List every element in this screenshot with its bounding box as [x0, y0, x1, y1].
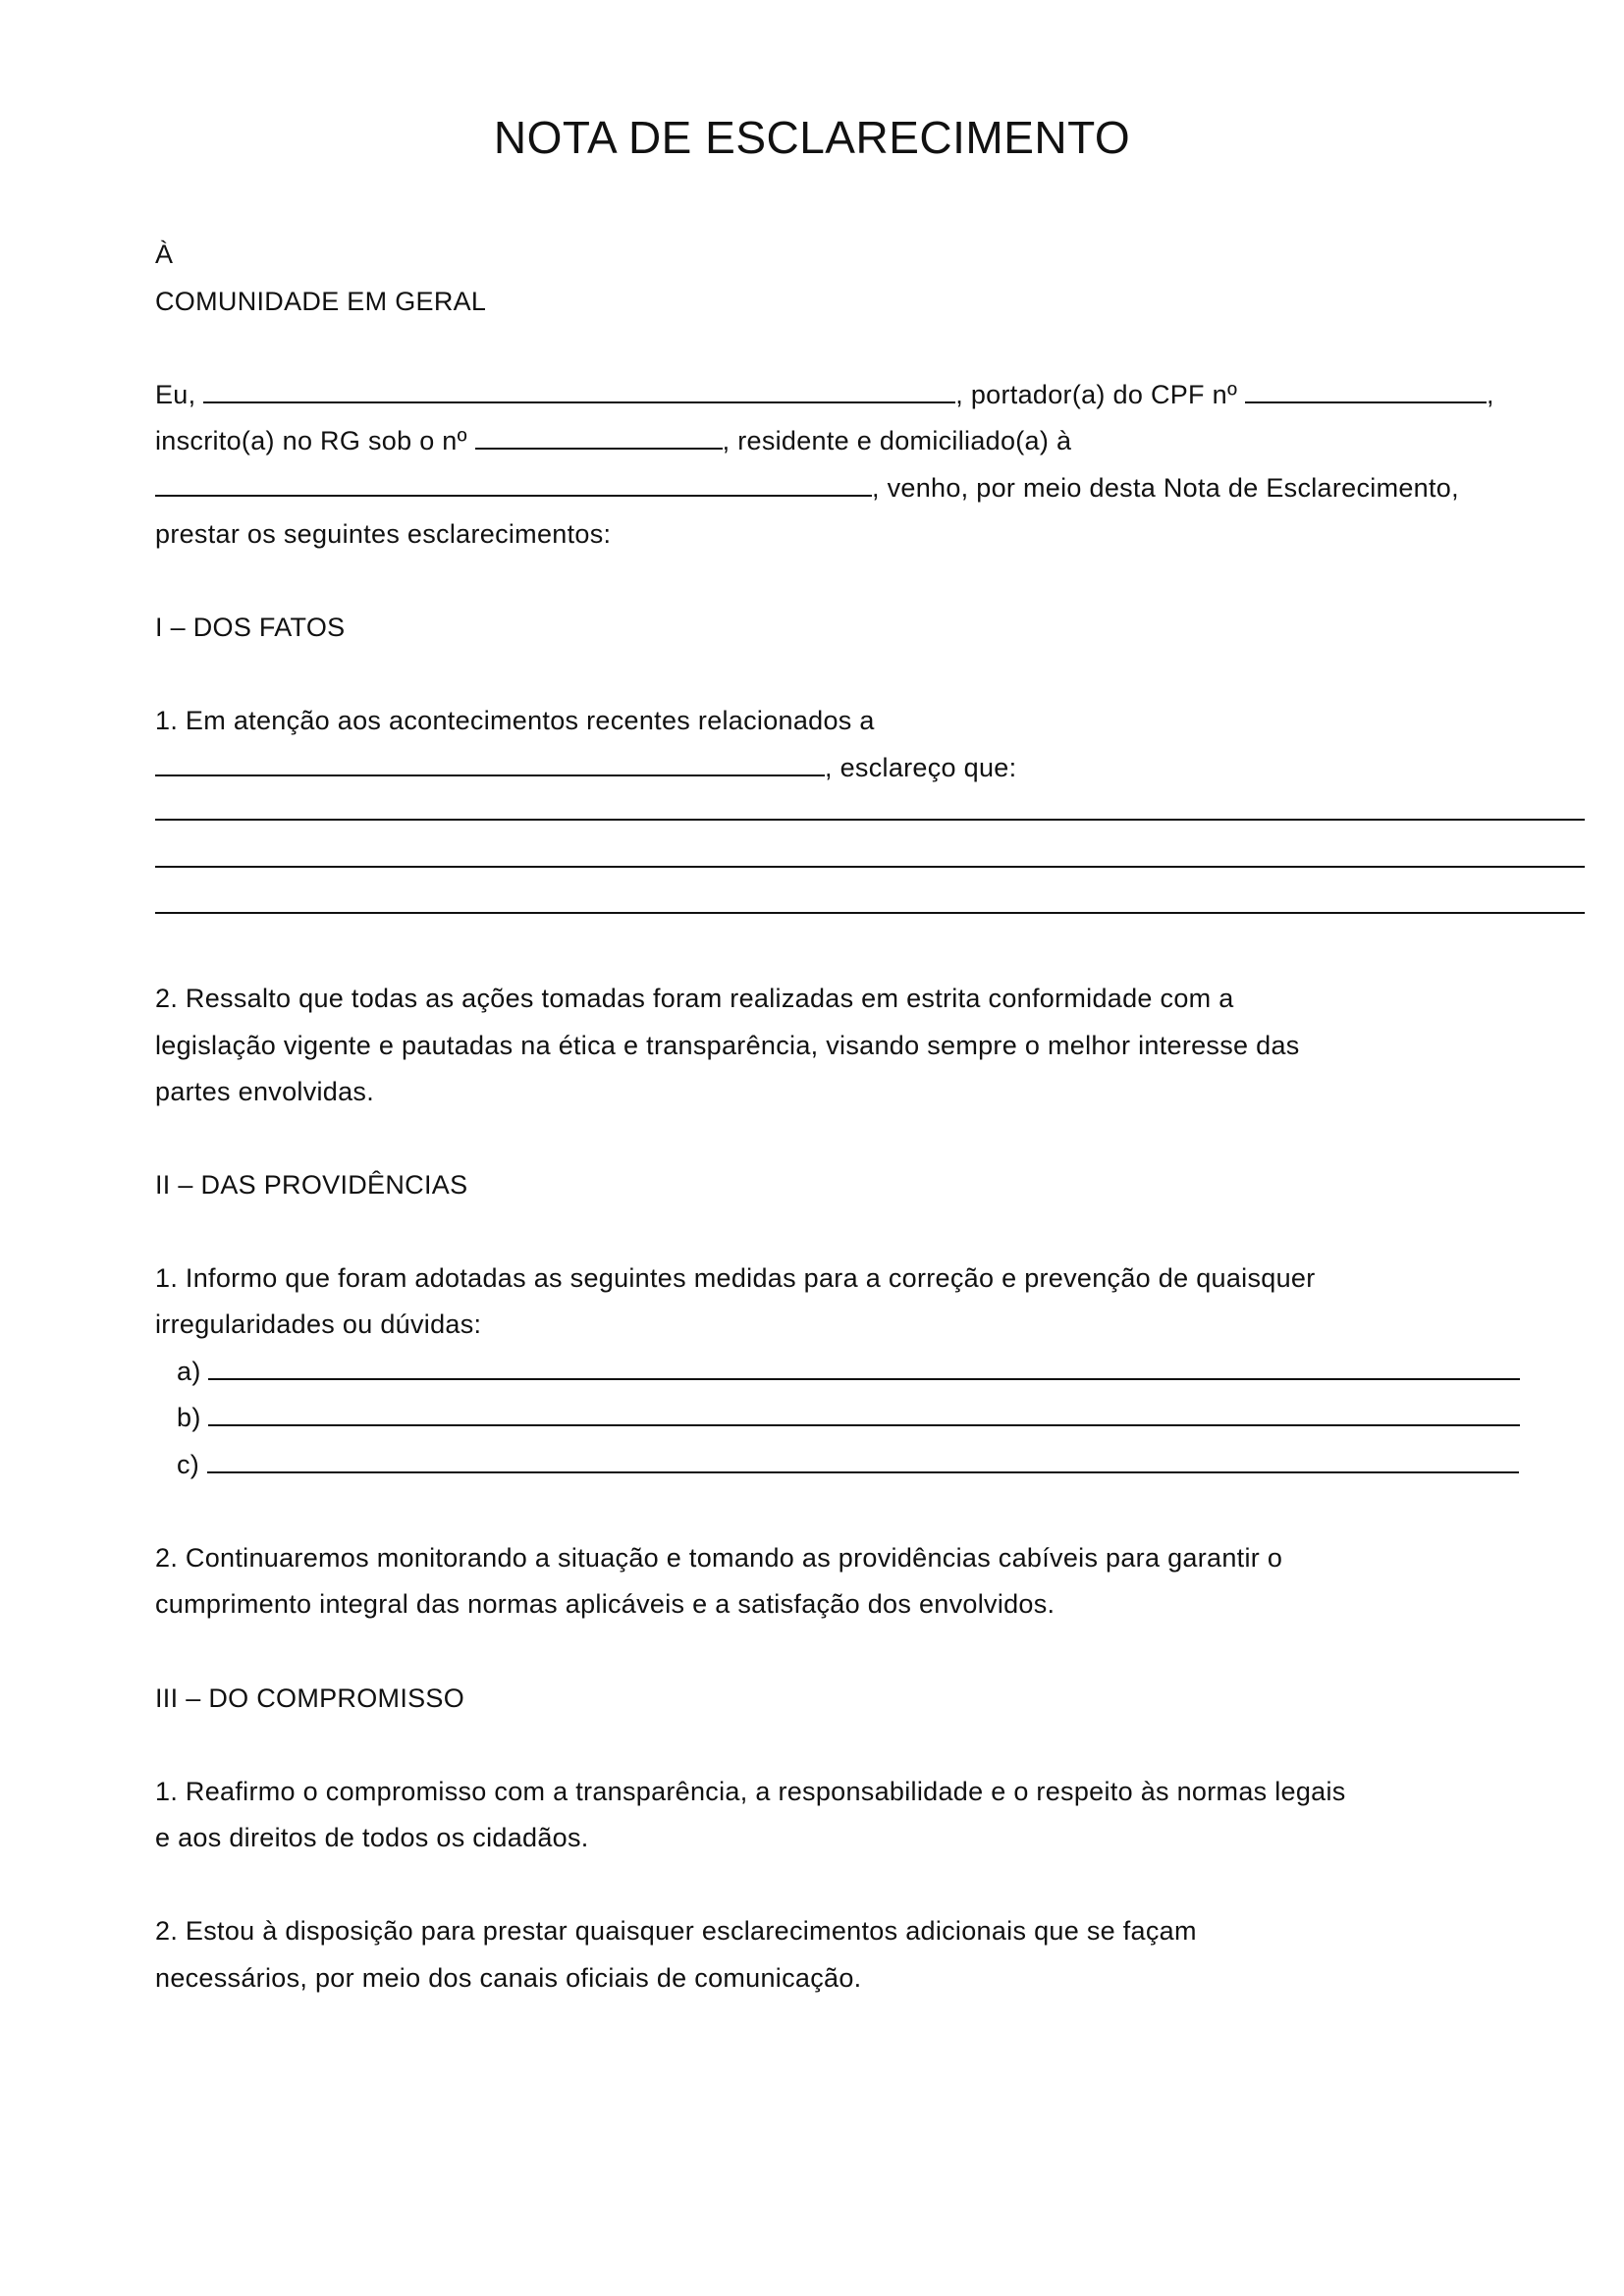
intro-line-3 [155, 470, 1459, 506]
section-3-p1-line-2: e aos direitos de todos os cidadãos. [155, 1823, 589, 1852]
intro-cpf-label: , portador(a) do CPF nº [955, 380, 1238, 409]
cpf-blank-field[interactable] [1245, 378, 1487, 403]
facts-blank-line-3[interactable] [155, 912, 1585, 914]
section-1-heading: I – DOS FATOS [155, 613, 346, 642]
intro-line-2 [155, 423, 1071, 458]
intro-residente-label: , residente e domiciliado(a) à [722, 426, 1072, 455]
section-3-p1-line-1: 1. Reafirmo o compromisso com a transparência, a responsabilidade e o respeito às normas legais [155, 1777, 1346, 1806]
section-2-p1-line-1: 1. Informo que foram adotadas as seguintes medidas para a correção e prevenção de quaisquer [155, 1263, 1316, 1293]
section-1-p1-line-1: 1. Em atenção aos acontecimentos recentes relacionados a [155, 706, 875, 735]
section-1-p2-line-2: legislação vigente e pautadas na ética e transparência, visando sempre o melhor interesse das [155, 1031, 1300, 1060]
intro-eu: Eu, [155, 380, 196, 409]
measure-item-b [177, 1400, 1520, 1435]
section-2-p2-line-2: cumprimento integral das normas aplicáveis e a satisfação dos envolvidos. [155, 1589, 1056, 1619]
measure-item-a [177, 1354, 1520, 1389]
document-title: NOTA DE ESCLARECIMENTO [493, 112, 1131, 163]
intro-line-4: prestar os seguintes esclarecimentos: [155, 519, 612, 549]
rg-blank-field[interactable] [475, 424, 723, 450]
address-blank-field[interactable] [155, 471, 872, 497]
esclareco-text: , esclareço que: [825, 753, 1017, 782]
measure-c-blank-field[interactable] [207, 1448, 1519, 1473]
measure-item-c-label: c) [177, 1450, 200, 1479]
intro-rg-label: inscrito(a) no RG sob o nº [155, 426, 467, 455]
section-3-heading: III – DO COMPROMISSO [155, 1683, 465, 1713]
recipient-name: COMUNIDADE EM GERAL [155, 287, 487, 316]
facts-blank-line-2[interactable] [155, 866, 1585, 868]
section-3-p2-line-1: 2. Estou à disposição para prestar quaisquer esclarecimentos adicionais que se façam [155, 1916, 1197, 1946]
name-blank-field[interactable] [203, 378, 955, 403]
section-3-p2-line-2: necessários, por meio dos canais oficiais de comunicação. [155, 1963, 862, 1993]
intro-line-1 [155, 377, 1494, 412]
measure-item-b-label: b) [177, 1403, 201, 1432]
measure-item-c [177, 1447, 1519, 1482]
facts-blank-line-1[interactable] [155, 819, 1585, 821]
section-1-p1-line-2 [155, 750, 1016, 785]
measure-item-a-label: a) [177, 1357, 201, 1386]
measure-a-blank-field[interactable] [208, 1355, 1520, 1380]
intro-comma: , [1486, 380, 1494, 409]
section-2-p1-line-2: irregularidades ou dúvidas: [155, 1309, 482, 1339]
section-1-p2-line-1: 2. Ressalto que todas as ações tomadas foram realizadas em estrita conformidade com a [155, 984, 1234, 1013]
measure-b-blank-field[interactable] [208, 1401, 1520, 1426]
section-2-heading: II – DAS PROVIDÊNCIAS [155, 1170, 468, 1200]
section-1-p2-line-3: partes envolvidas. [155, 1077, 375, 1106]
intro-venho-text: , venho, por meio desta Nota de Esclarecimento, [872, 473, 1459, 503]
subject-blank-field[interactable] [155, 751, 825, 776]
recipient-prefix: À [155, 240, 174, 269]
section-2-p2-line-1: 2. Continuaremos monitorando a situação e tomando as providências cabíveis para garantir o [155, 1543, 1283, 1573]
